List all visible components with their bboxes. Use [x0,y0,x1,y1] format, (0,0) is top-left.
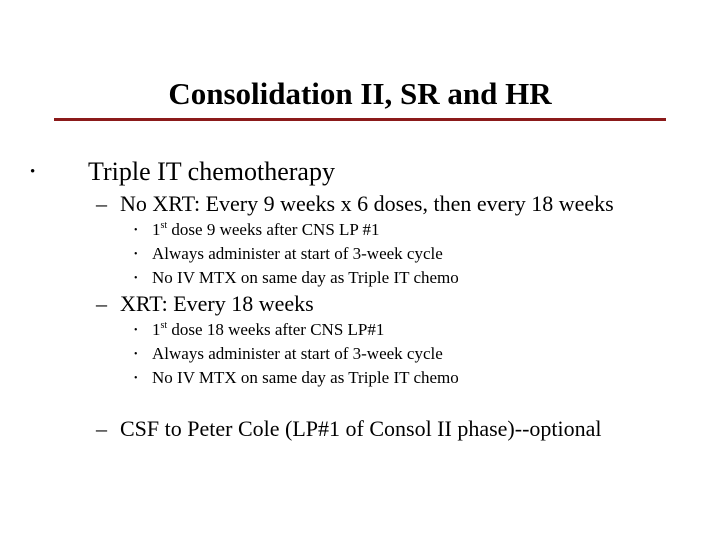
bullet-marker: • [134,273,138,284]
bullet-marker: • [134,373,138,384]
sub-bullet-no-xrt [96,191,614,217]
list-item [134,319,384,342]
list-item [134,367,459,390]
item-number: 1 [152,320,161,339]
sub-bullet-text: XRT: Every 18 weeks [120,291,314,316]
item-number: 1 [152,220,161,239]
bullet-triple-it [30,157,335,187]
slide-title: Consolidation II, SR and HR [168,76,552,111]
sub-bullet-xrt [96,291,314,317]
item-text: Always administer at start of 3-week cycle [152,244,443,263]
bullet-text: Triple IT chemotherapy [88,157,335,186]
dash-marker: – [96,291,107,316]
title-divider [54,118,666,121]
sub-bullet-csf [96,416,602,442]
dash-marker: – [96,191,107,216]
list-item [134,243,443,266]
list-item [134,343,443,366]
item-text: dose 18 weeks after CNS LP#1 [167,320,385,339]
sub-bullet-text: CSF to Peter Cole (LP#1 of Consol II phase)--optional [120,416,602,441]
bullet-marker: • [134,225,138,236]
sub-bullet-text: No XRT: Every 9 weeks x 6 doses, then every 18 weeks [120,191,614,216]
bullet-marker: • [134,325,138,336]
bullet-marker: • [134,349,138,360]
ordinal-suffix: st [160,220,168,231]
list-item [134,219,379,242]
item-text: No IV MTX on same day as Triple IT chemo [152,268,459,287]
item-text: Always administer at start of 3-week cycle [152,344,443,363]
item-text: dose 9 weeks after CNS LP #1 [167,220,380,239]
bullet-marker: • [134,249,138,260]
ordinal-suffix: st [160,320,168,331]
list-item [134,267,459,290]
item-text: No IV MTX on same day as Triple IT chemo [152,368,459,387]
bullet-marker: • [30,164,36,180]
dash-marker: – [96,416,107,441]
